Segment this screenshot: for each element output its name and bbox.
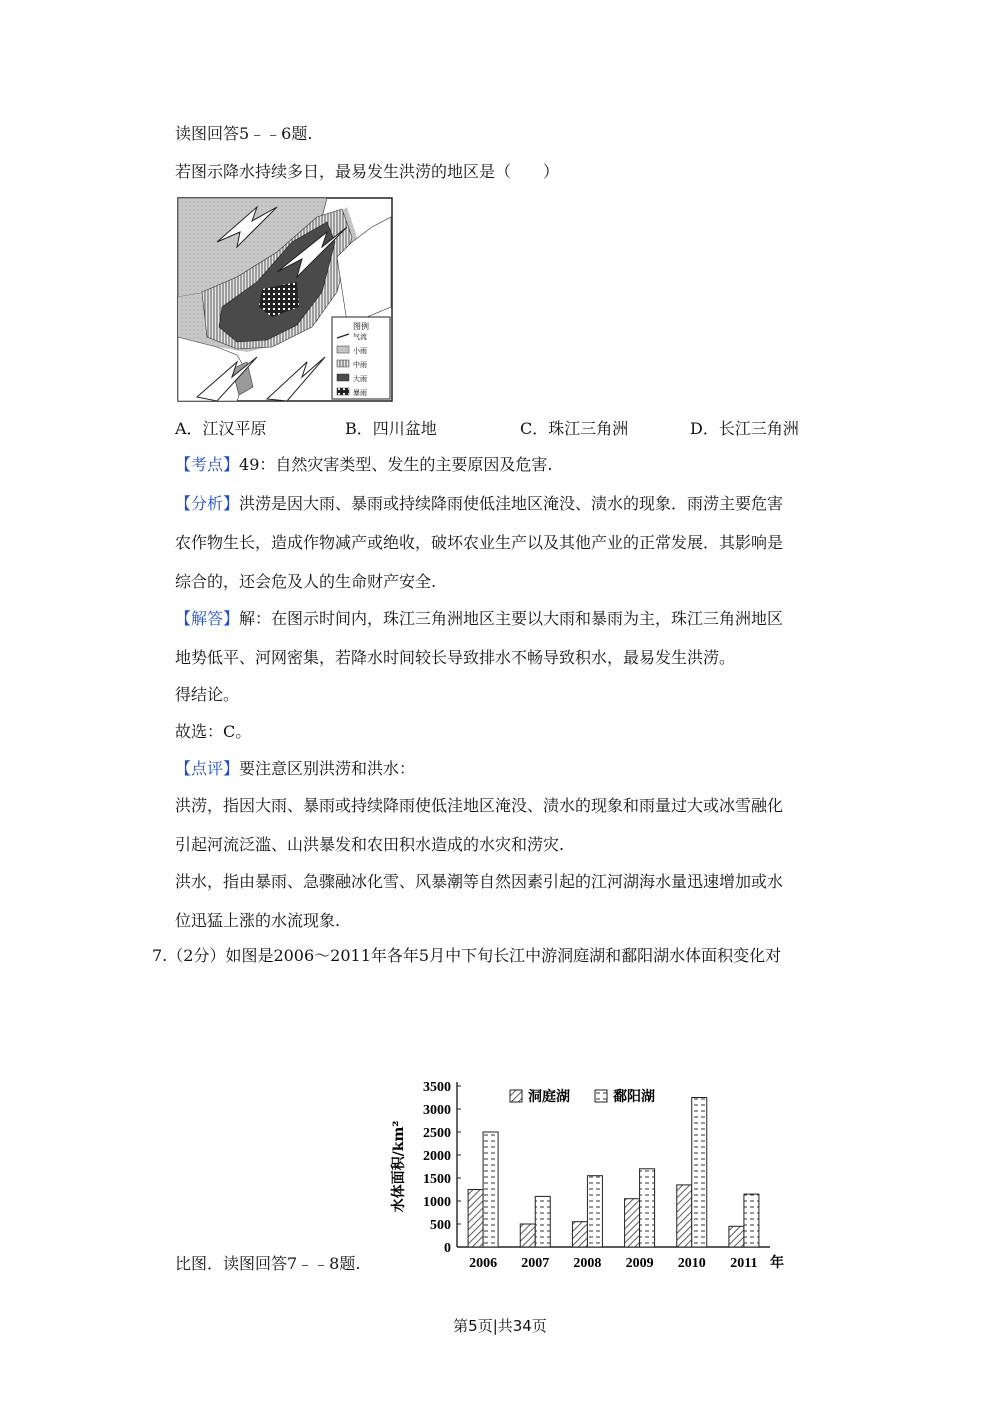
jieda-answer: 故选：C。 (175, 722, 252, 741)
x-tick-label: 2008 (573, 1256, 602, 1271)
option-a[interactable]: A．江汉平原 (175, 419, 267, 438)
jieda-line-1 (175, 609, 783, 629)
dianping-line-2: 引起河流泛滥、山洪暴发和农田积水造成的水灾和涝灾. (175, 835, 565, 854)
x-axis-unit: 年 (770, 1255, 784, 1271)
legend-swatch (510, 1090, 522, 1102)
jieda-tag: 【解答】 (175, 609, 240, 628)
bar-poyang (692, 1098, 707, 1248)
dianping-text: 要注意区别洪涝和洪水： (239, 759, 416, 778)
bar-poyang (744, 1194, 759, 1247)
y-tick-label: 3000 (423, 1103, 451, 1118)
q5-intro: 读图回答5﹣﹣6题. (175, 124, 313, 143)
kaodian-tag: 【考点】 (175, 455, 240, 474)
precipitation-map (177, 197, 393, 402)
y-tick-label: 3500 (423, 1080, 451, 1095)
lake-area-chart (385, 1072, 790, 1280)
x-tick-label: 2010 (677, 1256, 706, 1271)
legend-label: 洞庭湖 (528, 1089, 570, 1105)
fenxi-line-1 (175, 494, 783, 514)
y-axis-label: 水体面积/km² (391, 1120, 407, 1213)
q7-tail: 比图．读图回答7﹣﹣8题. (175, 1254, 361, 1273)
y-tick-label: 0 (444, 1241, 451, 1256)
bar-dongting (572, 1222, 587, 1247)
bar-dongting (729, 1226, 744, 1247)
dianping-line-1: 洪涝，指因大雨、暴雨或持续降雨使低洼地区淹没、渍水的现象和雨量过大或冰雪融化 (175, 796, 784, 815)
bar-poyang (483, 1132, 498, 1247)
map-legend-item: 小雨 (353, 347, 367, 355)
kaodian-text: 49：自然灾害类型、发生的主要原因及危害. (239, 455, 553, 474)
legend-swatch (595, 1090, 607, 1102)
fenxi-tag: 【分析】 (175, 494, 240, 513)
bar-dongting (520, 1224, 535, 1247)
x-tick-label: 2006 (469, 1256, 498, 1271)
dianping-line (175, 759, 415, 779)
q7-stem: 7.（2分）如图是2006～2011年各年5月中下旬长江中游洞庭湖和鄱阳湖水体面积变化对 (152, 946, 782, 965)
fenxi-line-2: 农作物生长，造成作物减产或绝收，破坏农业生产以及其他产业的正常发展．其影响是 (175, 533, 784, 552)
legend-label: 鄱阳湖 (613, 1089, 655, 1105)
bar-poyang (587, 1176, 602, 1247)
jieda-line-3: 得结论。 (175, 685, 240, 704)
x-tick-label: 2007 (521, 1256, 550, 1271)
y-tick-label: 2500 (423, 1126, 451, 1141)
map-legend-title: 图例 (353, 322, 369, 331)
dianping-tag: 【点评】 (175, 759, 240, 778)
y-tick-label: 500 (430, 1218, 451, 1233)
bar-dongting (625, 1199, 640, 1247)
map-legend-item: 大雨 (353, 375, 367, 383)
jieda-line-2: 地势低平、河网密集，若降水时间较长导致排水不畅导致积水，最易发生洪涝。 (175, 648, 736, 667)
q5-stem: 若图示降水持续多日，最易发生洪涝的地区是（ ） (175, 162, 560, 181)
map-legend-item: 气流 (353, 333, 367, 341)
page-footer: 第5页|共34页 (453, 1317, 547, 1335)
y-tick-label: 1000 (423, 1195, 451, 1210)
y-tick-label: 1500 (423, 1172, 451, 1187)
bar-dongting (677, 1185, 692, 1247)
jieda-text-1: 解：在图示时间内，珠江三角洲地区主要以大雨和暴雨为主，珠江三角洲地区 (239, 609, 784, 628)
y-tick-label: 2000 (423, 1149, 451, 1164)
fenxi-line-3: 综合的，还会危及人的生命财产安全. (175, 572, 437, 591)
bar-dongting (468, 1190, 483, 1248)
fenxi-text-1: 洪涝是因大雨、暴雨或持续降雨使低洼地区淹没、渍水的现象．雨涝主要危害 (239, 494, 784, 513)
bar-poyang (640, 1169, 655, 1247)
map-legend-item: 中雨 (353, 361, 367, 369)
dianping-line-4: 位迅猛上涨的水流现象. (175, 911, 341, 930)
x-tick-label: 2011 (730, 1256, 758, 1271)
map-legend-item: 暴雨 (353, 389, 367, 397)
kaodian-line (175, 455, 552, 475)
option-c[interactable]: C．珠江三角洲 (520, 419, 629, 438)
option-b[interactable]: B．四川盆地 (345, 419, 437, 438)
bar-poyang (535, 1196, 550, 1247)
option-d[interactable]: D．长江三角洲 (690, 419, 799, 438)
dianping-line-3: 洪水，指由暴雨、急骤融冰化雪、风暴潮等自然因素引起的江河湖海水量迅速增加或水 (175, 872, 784, 891)
x-tick-label: 2009 (625, 1256, 654, 1271)
